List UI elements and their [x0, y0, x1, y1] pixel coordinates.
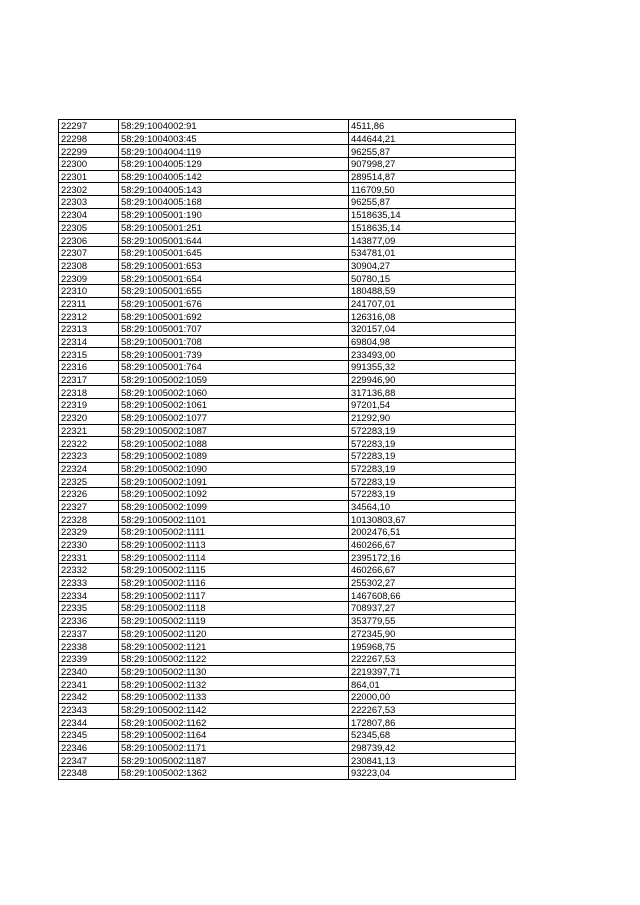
table-row: [59, 462, 516, 475]
value-cell: 4511,86: [349, 120, 516, 133]
row-number-cell: 22303: [59, 196, 119, 209]
row-number-cell: 22332: [59, 564, 119, 577]
row-number-cell: 22340: [59, 665, 119, 678]
cadastral-number-cell: 58:29:1005002:1130: [119, 665, 349, 678]
row-number-cell: 22344: [59, 716, 119, 729]
cadastral-number-cell: 58:29:1005002:1117: [119, 589, 349, 602]
row-number-cell: 22326: [59, 487, 119, 500]
cadastral-number-cell: 58:29:1005002:1142: [119, 703, 349, 716]
table-row: [59, 284, 516, 297]
row-number-cell: 22323: [59, 449, 119, 462]
cadastral-number-cell: 58:29:1004005:142: [119, 170, 349, 183]
row-number-cell: 22306: [59, 234, 119, 247]
row-number-cell: 22301: [59, 170, 119, 183]
table-row: [59, 627, 516, 640]
cadastral-number-cell: 58:29:1005001:707: [119, 323, 349, 336]
row-number-cell: 22347: [59, 754, 119, 767]
cadastral-number-cell: 58:29:1005002:1122: [119, 652, 349, 665]
table-row: [59, 158, 516, 171]
value-cell: 222267,53: [349, 703, 516, 716]
row-number-cell: 22325: [59, 475, 119, 488]
table-row: [59, 411, 516, 424]
row-number-cell: 22322: [59, 437, 119, 450]
cadastral-value-table: [58, 119, 516, 780]
value-cell: 241707,01: [349, 297, 516, 310]
value-cell: 289514,87: [349, 170, 516, 183]
value-cell: 460266,67: [349, 538, 516, 551]
row-number-cell: 22311: [59, 297, 119, 310]
row-number-cell: 22331: [59, 551, 119, 564]
table-row: [59, 589, 516, 602]
table-row: [59, 526, 516, 539]
row-number-cell: 22302: [59, 183, 119, 196]
row-number-cell: 22339: [59, 652, 119, 665]
cadastral-number-cell: 58:29:1004005:143: [119, 183, 349, 196]
cadastral-number-cell: 58:29:1005002:1118: [119, 602, 349, 615]
table-row: [59, 487, 516, 500]
cadastral-number-cell: 58:29:1004005:129: [119, 158, 349, 171]
row-number-cell: 22320: [59, 411, 119, 424]
row-number-cell: 22297: [59, 120, 119, 133]
value-cell: 991355,32: [349, 361, 516, 374]
row-number-cell: 22321: [59, 424, 119, 437]
table-row: [59, 234, 516, 247]
table-row: [59, 729, 516, 742]
table-row: [59, 538, 516, 551]
value-cell: 1518635,14: [349, 221, 516, 234]
value-cell: 317136,88: [349, 386, 516, 399]
table-row: [59, 196, 516, 209]
table-row: [59, 348, 516, 361]
value-cell: 96255,87: [349, 145, 516, 158]
table-row: [59, 246, 516, 259]
row-number-cell: 22346: [59, 741, 119, 754]
value-cell: 21292,90: [349, 411, 516, 424]
table-row: [59, 132, 516, 145]
cadastral-number-cell: 58:29:1005001:645: [119, 246, 349, 259]
cadastral-number-cell: 58:29:1005002:1091: [119, 475, 349, 488]
cadastral-number-cell: 58:29:1005002:1171: [119, 741, 349, 754]
value-cell: 444644,21: [349, 132, 516, 145]
cadastral-number-cell: 58:29:1005001:251: [119, 221, 349, 234]
cadastral-number-cell: 58:29:1005002:1116: [119, 576, 349, 589]
cadastral-number-cell: 58:29:1005002:1059: [119, 373, 349, 386]
value-cell: 172807,86: [349, 716, 516, 729]
row-number-cell: 22341: [59, 678, 119, 691]
value-cell: 233493,00: [349, 348, 516, 361]
cadastral-number-cell: 58:29:1005002:1087: [119, 424, 349, 437]
cadastral-number-cell: 58:29:1005002:1088: [119, 437, 349, 450]
value-cell: 229946,90: [349, 373, 516, 386]
value-cell: 116709,50: [349, 183, 516, 196]
table-row: [59, 183, 516, 196]
table-row: [59, 652, 516, 665]
cadastral-number-cell: 58:29:1005002:1133: [119, 690, 349, 703]
cadastral-number-cell: 58:29:1005001:692: [119, 310, 349, 323]
value-cell: 30904,27: [349, 259, 516, 272]
row-number-cell: 22315: [59, 348, 119, 361]
cadastral-number-cell: 58:29:1004005:168: [119, 196, 349, 209]
table-row: [59, 665, 516, 678]
value-cell: 143877,09: [349, 234, 516, 247]
row-number-cell: 22312: [59, 310, 119, 323]
cadastral-number-cell: 58:29:1005001:708: [119, 335, 349, 348]
row-number-cell: 22305: [59, 221, 119, 234]
row-number-cell: 22316: [59, 361, 119, 374]
table-row: [59, 323, 516, 336]
cadastral-number-cell: 58:29:1005002:1111: [119, 526, 349, 539]
value-cell: 2219397,71: [349, 665, 516, 678]
cadastral-number-cell: 58:29:1005001:190: [119, 208, 349, 221]
value-cell: 1518635,14: [349, 208, 516, 221]
table-row: [59, 145, 516, 158]
table-row: [59, 564, 516, 577]
cadastral-number-cell: 58:29:1005002:1120: [119, 627, 349, 640]
row-number-cell: 22313: [59, 323, 119, 336]
value-cell: 572283,19: [349, 487, 516, 500]
table-row: [59, 221, 516, 234]
cadastral-number-cell: 58:29:1005002:1362: [119, 767, 349, 780]
cadastral-number-cell: 58:29:1005001:654: [119, 272, 349, 285]
row-number-cell: 22309: [59, 272, 119, 285]
cadastral-number-cell: 58:29:1005002:1121: [119, 640, 349, 653]
cadastral-number-cell: 58:29:1005002:1114: [119, 551, 349, 564]
cadastral-number-cell: 58:29:1005001:676: [119, 297, 349, 310]
row-number-cell: 22327: [59, 500, 119, 513]
table-row: [59, 614, 516, 627]
table-row: [59, 602, 516, 615]
table-row: [59, 399, 516, 412]
value-cell: 10130803,67: [349, 513, 516, 526]
value-cell: 222267,53: [349, 652, 516, 665]
table-row: [59, 335, 516, 348]
value-cell: 1467608,66: [349, 589, 516, 602]
cadastral-number-cell: 58:29:1005002:1090: [119, 462, 349, 475]
value-cell: 2002476,51: [349, 526, 516, 539]
row-number-cell: 22308: [59, 259, 119, 272]
table-row: [59, 741, 516, 754]
row-number-cell: 22336: [59, 614, 119, 627]
value-cell: 93223,04: [349, 767, 516, 780]
table-row: [59, 576, 516, 589]
cadastral-number-cell: 58:29:1005001:644: [119, 234, 349, 247]
table-row: [59, 640, 516, 653]
value-cell: 320157,04: [349, 323, 516, 336]
cadastral-number-cell: 58:29:1005001:739: [119, 348, 349, 361]
table-row: [59, 424, 516, 437]
row-number-cell: 22324: [59, 462, 119, 475]
cadastral-number-cell: 58:29:1005002:1101: [119, 513, 349, 526]
table-row: [59, 716, 516, 729]
value-cell: 255302,27: [349, 576, 516, 589]
row-number-cell: 22310: [59, 284, 119, 297]
value-cell: 572283,19: [349, 424, 516, 437]
value-cell: 572283,19: [349, 462, 516, 475]
value-cell: 298739,42: [349, 741, 516, 754]
row-number-cell: 22329: [59, 526, 119, 539]
value-cell: 230841,13: [349, 754, 516, 767]
table-row: [59, 361, 516, 374]
row-number-cell: 22333: [59, 576, 119, 589]
cadastral-number-cell: 58:29:1005002:1187: [119, 754, 349, 767]
value-cell: 907998,27: [349, 158, 516, 171]
row-number-cell: 22319: [59, 399, 119, 412]
value-cell: 864,01: [349, 678, 516, 691]
table-row: [59, 297, 516, 310]
cadastral-number-cell: 58:29:1005002:1077: [119, 411, 349, 424]
row-number-cell: 22337: [59, 627, 119, 640]
table-row: [59, 513, 516, 526]
value-cell: 708937,27: [349, 602, 516, 615]
table-row: [59, 703, 516, 716]
row-number-cell: 22335: [59, 602, 119, 615]
table-row: [59, 373, 516, 386]
row-number-cell: 22314: [59, 335, 119, 348]
cadastral-number-cell: 58:29:1005002:1113: [119, 538, 349, 551]
value-cell: 272345,90: [349, 627, 516, 640]
value-cell: 460266,67: [349, 564, 516, 577]
cadastral-number-cell: 58:29:1004004:119: [119, 145, 349, 158]
table-row: [59, 500, 516, 513]
row-number-cell: 22304: [59, 208, 119, 221]
table-row: [59, 690, 516, 703]
table-row: [59, 208, 516, 221]
row-number-cell: 22317: [59, 373, 119, 386]
cadastral-number-cell: 58:29:1005001:655: [119, 284, 349, 297]
cadastral-number-cell: 58:29:1005002:1060: [119, 386, 349, 399]
value-cell: 52345,68: [349, 729, 516, 742]
cadastral-number-cell: 58:29:1005002:1119: [119, 614, 349, 627]
value-cell: 572283,19: [349, 449, 516, 462]
table-row: [59, 259, 516, 272]
cadastral-number-cell: 58:29:1005001:653: [119, 259, 349, 272]
cadastral-number-cell: 58:29:1005002:1061: [119, 399, 349, 412]
cadastral-number-cell: 58:29:1005002:1132: [119, 678, 349, 691]
cadastral-number-cell: 58:29:1005002:1089: [119, 449, 349, 462]
row-number-cell: 22330: [59, 538, 119, 551]
table-row: [59, 310, 516, 323]
row-number-cell: 22307: [59, 246, 119, 259]
value-cell: 534781,01: [349, 246, 516, 259]
value-cell: 50780,15: [349, 272, 516, 285]
row-number-cell: 22298: [59, 132, 119, 145]
row-number-cell: 22328: [59, 513, 119, 526]
cadastral-number-cell: 58:29:1005002:1099: [119, 500, 349, 513]
value-cell: 180488,59: [349, 284, 516, 297]
row-number-cell: 22342: [59, 690, 119, 703]
table-row: [59, 678, 516, 691]
value-cell: 2395172,16: [349, 551, 516, 564]
value-cell: 34564,10: [349, 500, 516, 513]
row-number-cell: 22338: [59, 640, 119, 653]
row-number-cell: 22300: [59, 158, 119, 171]
row-number-cell: 22348: [59, 767, 119, 780]
table-row: [59, 475, 516, 488]
table-row: [59, 120, 516, 133]
cadastral-number-cell: 58:29:1005001:764: [119, 361, 349, 374]
table-body: [59, 120, 516, 780]
row-number-cell: 22318: [59, 386, 119, 399]
row-number-cell: 22343: [59, 703, 119, 716]
value-cell: 195968,75: [349, 640, 516, 653]
table-row: [59, 437, 516, 450]
table-row: [59, 767, 516, 780]
row-number-cell: 22334: [59, 589, 119, 602]
value-cell: 96255,87: [349, 196, 516, 209]
table-row: [59, 551, 516, 564]
table-row: [59, 170, 516, 183]
value-cell: 97201,54: [349, 399, 516, 412]
table-row: [59, 754, 516, 767]
cadastral-number-cell: 58:29:1005002:1164: [119, 729, 349, 742]
cadastral-number-cell: 58:29:1005002:1115: [119, 564, 349, 577]
table-row: [59, 386, 516, 399]
cadastral-number-cell: 58:29:1005002:1092: [119, 487, 349, 500]
table-row: [59, 449, 516, 462]
row-number-cell: 22345: [59, 729, 119, 742]
value-cell: 572283,19: [349, 437, 516, 450]
table-row: [59, 272, 516, 285]
value-cell: 572283,19: [349, 475, 516, 488]
cadastral-number-cell: 58:29:1004002:91: [119, 120, 349, 133]
value-cell: 69804,98: [349, 335, 516, 348]
row-number-cell: 22299: [59, 145, 119, 158]
cadastral-number-cell: 58:29:1005002:1162: [119, 716, 349, 729]
value-cell: 126316,08: [349, 310, 516, 323]
cadastral-number-cell: 58:29:1004003:45: [119, 132, 349, 145]
value-cell: 22000,00: [349, 690, 516, 703]
value-cell: 353779,55: [349, 614, 516, 627]
